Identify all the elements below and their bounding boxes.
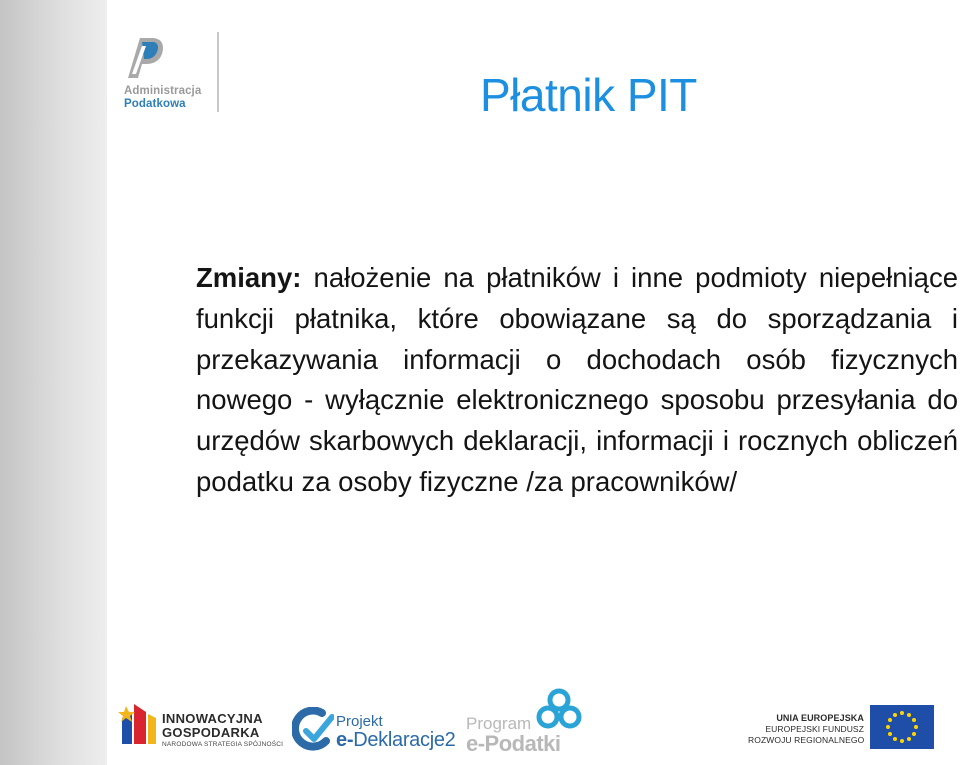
logo-text-podatkowa: Podatkowa xyxy=(124,98,186,110)
epodatki-line2: e-Podatki xyxy=(466,731,561,756)
program-epodatki-logo xyxy=(464,688,589,758)
body-lead: Zmiany: xyxy=(196,262,302,293)
left-decorative-band xyxy=(0,0,107,765)
slide-body xyxy=(196,258,958,503)
eu-flag-icon xyxy=(870,705,934,749)
eu-line2: EUROPEJSKI FUNDUSZ xyxy=(765,724,864,734)
body-text: nałożenie na płatników i inne podmioty niepełniące funkcji płatnika, które obowiązane są do sporządzania i przekazywania informacji o dochodach osób fizycznych nowego - wyłącznie elektronicznego sposobu przesyłania do urzędów skarbowych deklaracji, informacji i rocznych obliczeń podatku za osoby fizyczne /za pracowników/ xyxy=(196,262,958,497)
logo-divider xyxy=(217,32,219,112)
ig-line1: INNOWACYJNA xyxy=(162,711,263,726)
ig-line2: GOSPODARKA xyxy=(162,725,260,740)
eu-line1: UNIA EUROPEJSKA xyxy=(776,713,864,723)
projekt-edeklaracje-logo xyxy=(292,705,462,755)
ig-line3: NARODOWA STRATEGIA SPÓJNOŚCI xyxy=(162,741,284,748)
epodatki-icon xyxy=(536,688,582,730)
innowacyjna-gospodarka-logo xyxy=(118,698,288,754)
edeklaracje-prefix: e- xyxy=(336,729,354,751)
administracja-podatkowa-logo xyxy=(120,30,225,116)
slide-title: Płatnik PIT xyxy=(480,69,697,121)
eu-line3: ROZWOJU REGIONALNEGO xyxy=(748,735,865,745)
edeklaracje-line1: Projekt xyxy=(336,713,383,730)
eu-fund-logo xyxy=(748,703,938,751)
epodatki-line1: Program xyxy=(466,714,532,733)
edeklaracje-icon xyxy=(292,707,334,751)
administracja-podatkowa-icon xyxy=(124,34,168,82)
logo-text-administracja: Administracja xyxy=(124,85,202,97)
edeklaracje-line2 xyxy=(336,729,456,752)
innowacyjna-gospodarka-icon xyxy=(118,700,158,752)
edeklaracje-name: Deklaracje2 xyxy=(353,729,456,751)
